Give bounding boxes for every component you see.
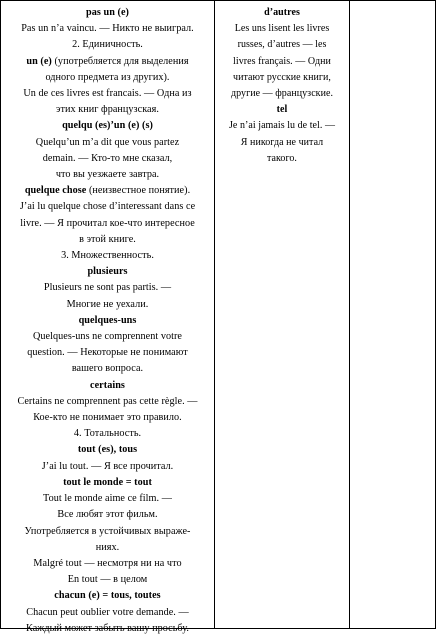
- text-line: Quelqu’un m’a dit que vous partez: [35, 136, 180, 148]
- text-line: 3. Множественность.: [61, 250, 154, 262]
- text-line: Каждый может забыть вашу просьбу.: [26, 622, 189, 634]
- text-line: J’ai lu quelque chose d’interessant dans ce: [19, 201, 196, 213]
- text-line: Certains ne comprennent pas cette règle. —: [17, 395, 198, 407]
- text-line: вашего вопроса.: [71, 363, 144, 375]
- entry-heading: tel: [276, 104, 288, 116]
- text-line: этих книг французская.: [56, 104, 159, 116]
- text-line: Chacun peut oublier votre demande. —: [26, 606, 189, 618]
- text-line: Кое-кто не понимает это правило.: [33, 412, 182, 424]
- text-line: Malgré tout — несмотря ни на что: [33, 557, 182, 569]
- text-line: Les uns lisent les livres: [234, 23, 330, 35]
- text-line: что вы уезжаете завтра.: [55, 169, 160, 181]
- entry-heading: chacun (e) = tous, toutes: [54, 590, 161, 602]
- text-line: в этой книге.: [79, 233, 136, 245]
- text-line: demain. — Кто-то мне сказал,: [42, 152, 173, 164]
- table-column-2: [215, 1, 350, 628]
- text-line: livre. — Я прочитал кое-что интересное: [20, 217, 195, 229]
- text-line: Все любят этот фильм.: [57, 509, 158, 521]
- text-line: ниях.: [95, 541, 120, 553]
- text-line: livres français. — Одни: [233, 55, 331, 67]
- text-line: J’ai lu tout. — Я все прочитал.: [41, 460, 174, 472]
- entry-line-mixed: [4, 183, 211, 199]
- text-line: Tout le monde aime ce film. —: [43, 493, 172, 505]
- text-line: одного предмета из других).: [45, 71, 170, 83]
- entry-heading: d’autres: [264, 7, 300, 18]
- entry-heading: tout le monde = tout: [63, 476, 152, 488]
- table-column-3: [350, 1, 435, 628]
- text-line: Употребляется в устойчивых выраже-: [24, 525, 191, 537]
- entry-heading: certains: [90, 379, 125, 391]
- text-line: Quelques-uns ne comprennent votre: [32, 331, 183, 343]
- table-column-1: [1, 1, 215, 634]
- entry-heading: tout (es), tous: [77, 444, 138, 456]
- text-line: Plusieurs ne sont pas partis. —: [43, 282, 172, 294]
- term-bold: quelque chose: [24, 185, 87, 197]
- text-line: читают русские книги,: [233, 71, 331, 83]
- text-line: Je n’ai jamais lu de tel. —: [228, 120, 336, 132]
- entry-heading: quelqu (es)’un (e) (s): [62, 120, 153, 132]
- text-line: question. — Некоторые не понимают: [27, 347, 188, 359]
- text-line: такого.: [267, 152, 297, 164]
- text-line: Un de ces livres est francais. — Одна из: [23, 88, 192, 100]
- text-line: russes, d’autres — les: [237, 39, 327, 51]
- text-line: 4. Тотальность.: [73, 428, 142, 440]
- term-note: (употребляется для выделения: [51, 55, 189, 67]
- entry-heading: pas un (e): [86, 7, 129, 18]
- entry-line-mixed: [4, 54, 211, 70]
- text-line: Я никогда не читал: [240, 136, 324, 148]
- text-line: En tout — в целом: [67, 574, 148, 586]
- text-line: Многие не уехали.: [66, 298, 149, 310]
- column-2-content: [215, 1, 349, 167]
- term-note: (неизвестное понятие).: [86, 185, 191, 197]
- term-bold: un (e): [26, 55, 52, 67]
- text-line: Pas un n’a vaincu. — Никто не выиграл.: [21, 23, 194, 35]
- column-1-content: [1, 1, 214, 637]
- entry-heading: plusieurs: [87, 266, 128, 278]
- entry-heading: quelques-uns: [78, 314, 137, 326]
- text-line: 2. Единичность.: [72, 39, 143, 51]
- column-3-content: [350, 1, 435, 5]
- text-line: другие — французские.: [230, 88, 334, 100]
